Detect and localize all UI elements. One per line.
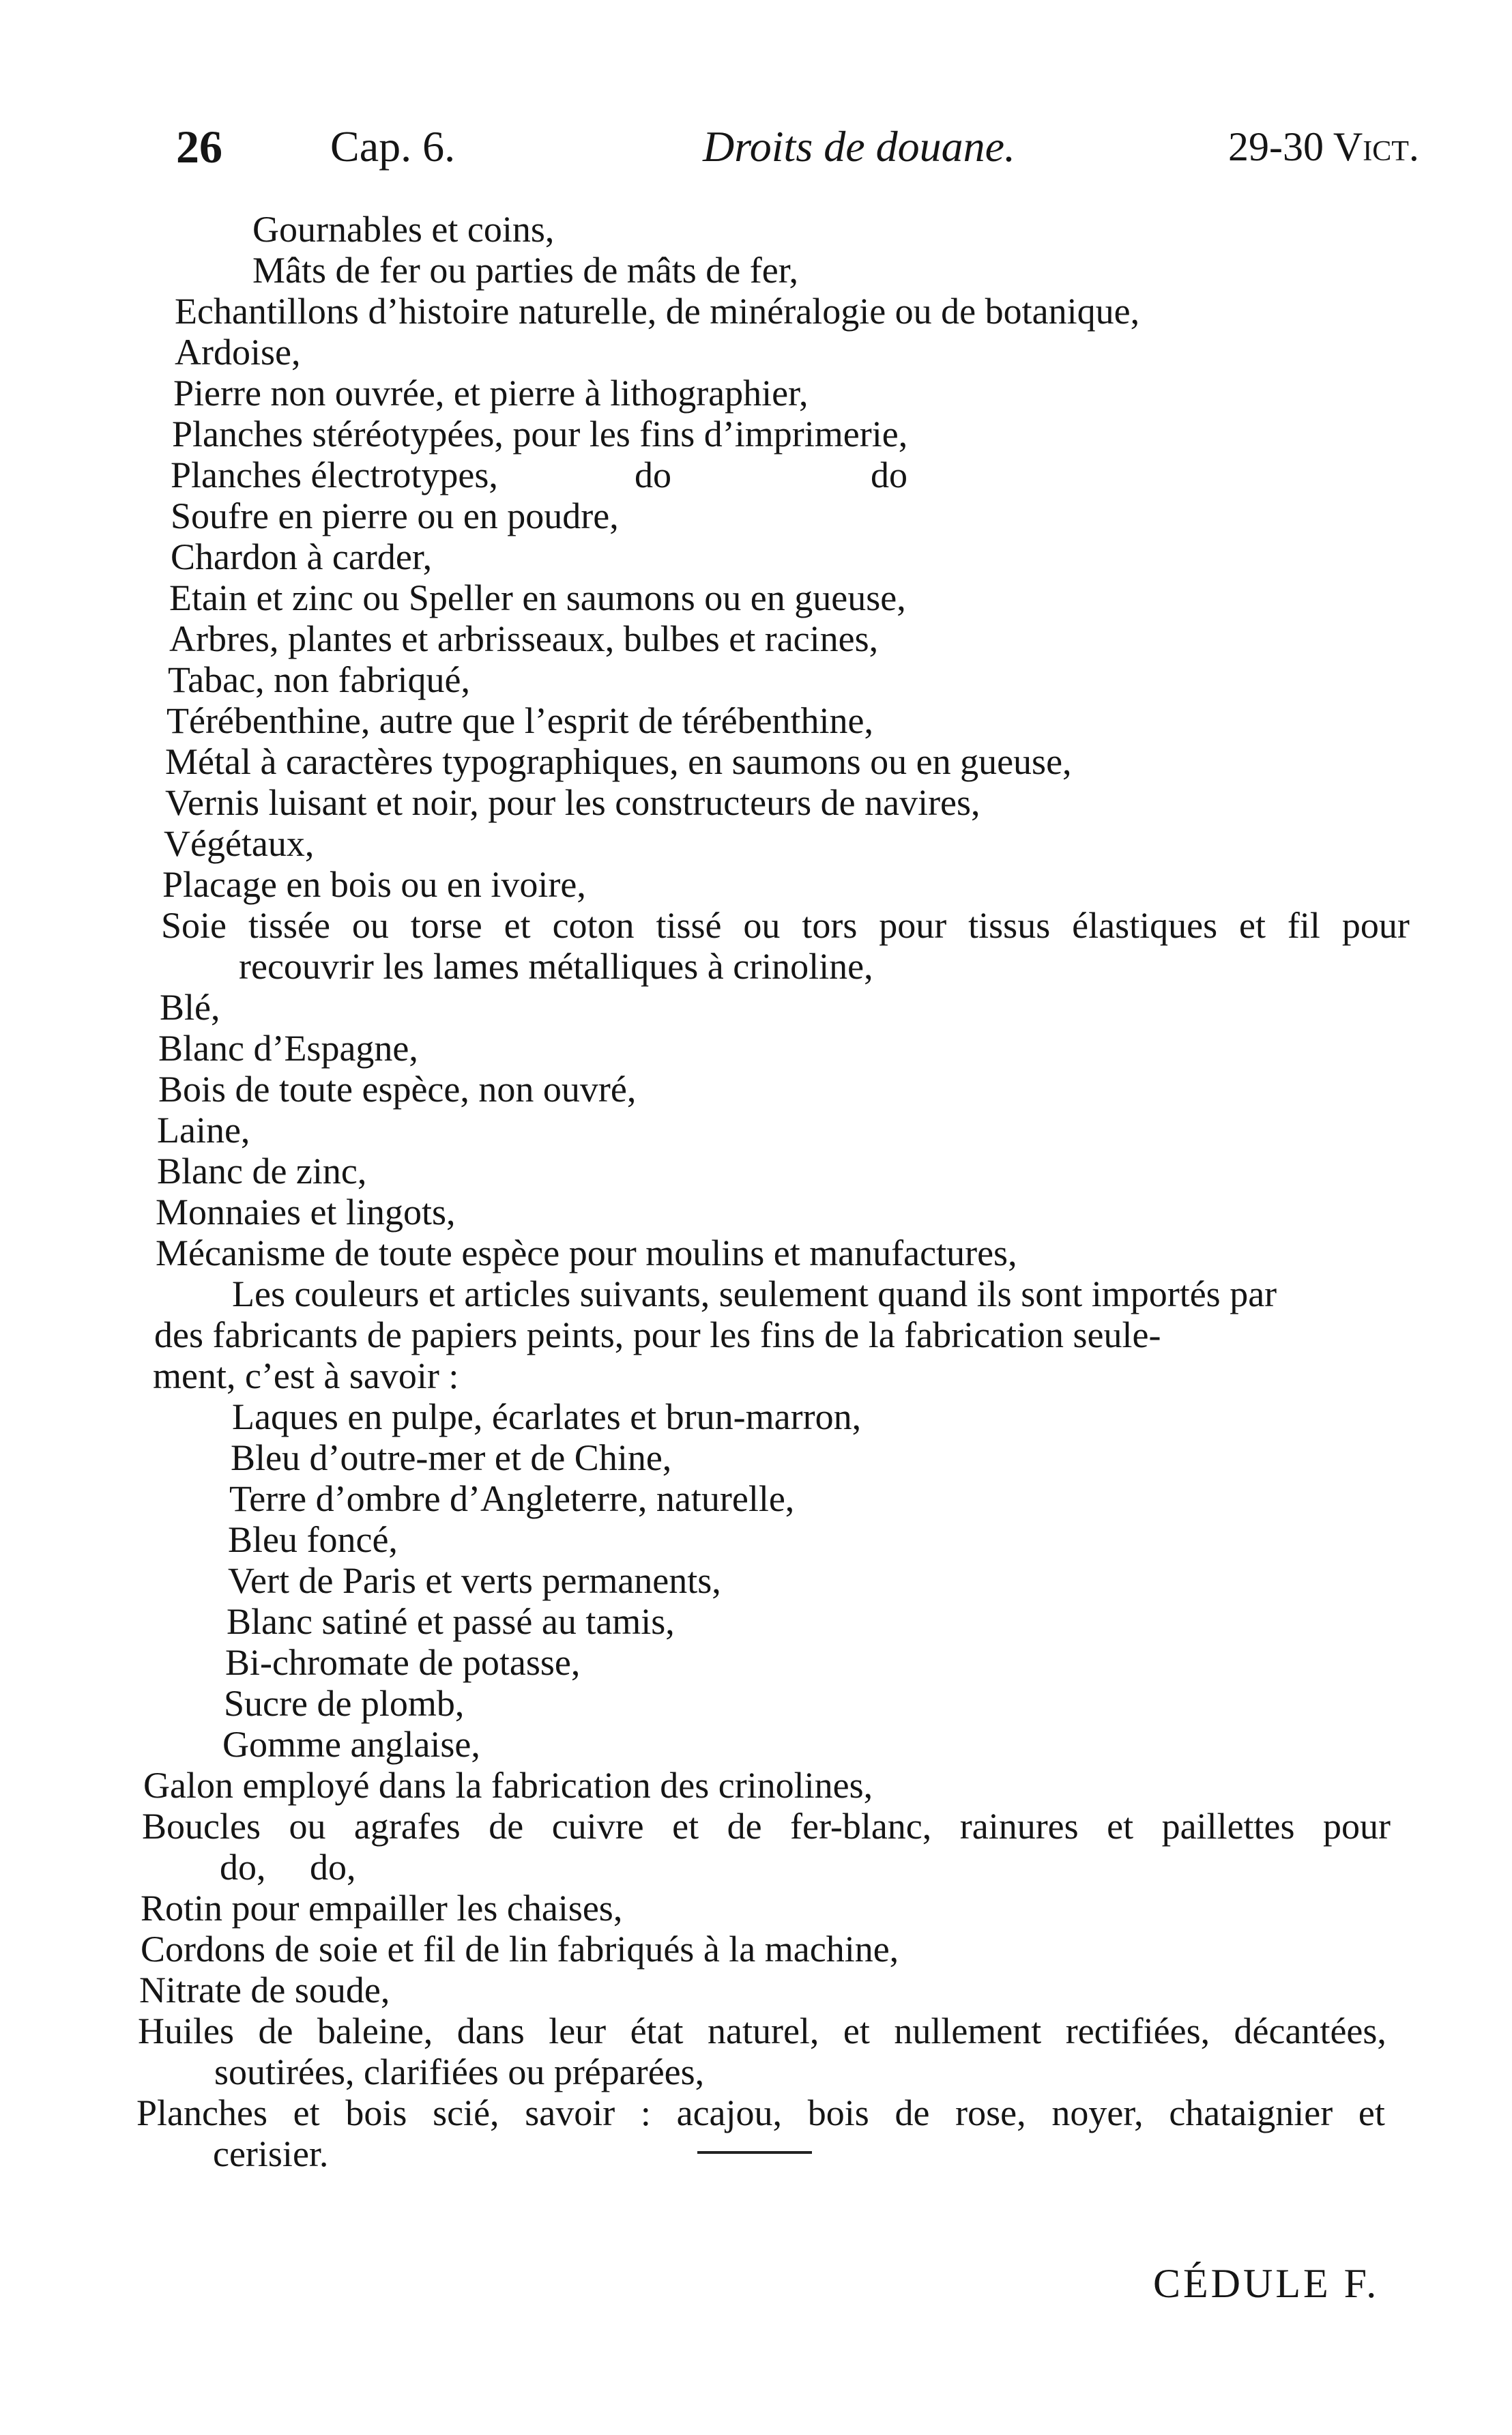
word: ou	[289, 1806, 326, 1847]
ditto-mark: do,	[220, 1847, 266, 1888]
regnal-years: 29-30 Vict.	[1228, 124, 1419, 169]
list-item-text: Monnaies et lingots,	[156, 1192, 456, 1233]
sub-list-item	[0, 1560, 1512, 1601]
list-item-text: recouvrir les lames métalliques à crinoline,	[239, 946, 873, 987]
sub-list-item-text: Vert de Paris et verts permanents,	[228, 1560, 721, 1601]
list-item	[0, 864, 1512, 905]
word: de	[258, 2011, 293, 2051]
list-item	[0, 373, 1512, 414]
sub-list-item	[0, 1437, 1512, 1478]
list-item-text: Chardon à carder,	[171, 536, 433, 577]
list-item	[0, 782, 1512, 823]
list-item-text: Mâts de fer ou parties de mâts de fer,	[252, 250, 799, 291]
word: savoir	[525, 2092, 615, 2133]
word: et	[672, 1806, 699, 1847]
sub-list-item	[0, 1724, 1512, 1765]
list-item	[0, 2011, 1512, 2051]
list-item	[0, 659, 1512, 700]
list-item-text: Térébenthine, autre que l’esprit de térébenthine,	[166, 700, 874, 741]
word: de	[727, 1806, 762, 1847]
list-item-text	[138, 2011, 1386, 2051]
list-item-text: Blanc de zinc,	[157, 1151, 367, 1192]
sub-list-item-text: Gomme anglaise,	[222, 1724, 480, 1765]
list-item-text: Végétaux,	[164, 823, 315, 864]
sub-list-item	[0, 1396, 1512, 1437]
running-title: Droits de douane.	[703, 122, 1016, 171]
word: et	[293, 2092, 320, 2133]
word: rectifiées,	[1065, 2011, 1210, 2051]
list-item-text: cerisier.	[213, 2133, 329, 2174]
word: paillettes	[1161, 1806, 1295, 1847]
word: élastiques	[1072, 905, 1218, 946]
list-item-text: Laine,	[157, 1110, 250, 1151]
word: baleine,	[317, 2011, 433, 2051]
list-item	[0, 2092, 1512, 2133]
sub-list-item	[0, 1519, 1512, 1560]
paragraph-line	[0, 1355, 1512, 1396]
sub-list-item-text: Blanc satiné et passé au tamis,	[227, 1601, 675, 1642]
chapter-reference: Cap. 6.	[330, 122, 456, 171]
word: de	[895, 2092, 930, 2133]
list-item-continuation	[0, 1847, 1512, 1888]
list-item	[0, 1806, 1512, 1847]
word: de	[489, 1806, 524, 1847]
word: fil	[1287, 905, 1320, 946]
sub-list-item	[0, 1601, 1512, 1642]
word: état	[630, 2011, 684, 2051]
word: naturel,	[708, 2011, 819, 2051]
word: scié,	[433, 2092, 499, 2133]
list-item	[0, 1970, 1512, 2011]
paragraph-line	[0, 1273, 1512, 1314]
list-item	[0, 823, 1512, 864]
list-item	[0, 1192, 1512, 1233]
list-item-text: Planches stéréotypées, pour les fins d’imprimerie,	[172, 414, 908, 455]
list-item	[0, 495, 1512, 536]
list-item	[0, 1069, 1512, 1110]
word: ou	[351, 905, 389, 946]
justified-line	[138, 2011, 1386, 2051]
list-item-text: Mécanisme de toute espèce pour moulins et manufactures,	[156, 1233, 1017, 1273]
list-item-text	[142, 1806, 1391, 1847]
word: tissée	[248, 905, 330, 946]
list-item	[0, 250, 1512, 291]
list-item	[0, 1151, 1512, 1192]
word: rose,	[955, 2092, 1026, 2133]
paragraph-text: ment, c’est à savoir :	[153, 1355, 459, 1396]
word: cuivre	[551, 1806, 644, 1847]
word: noyer,	[1051, 2092, 1144, 2133]
paragraph-text: Les couleurs et articles suivants, seulement quand ils sont importés par	[232, 1273, 1277, 1314]
ditto-mark: do	[871, 455, 907, 495]
list-item-text: Vernis luisant et noir, pour les constructeurs de navires,	[165, 782, 980, 823]
schedule-heading: CÉDULE F.	[1153, 2261, 1380, 2306]
list-item-text: Ardoise,	[175, 332, 301, 373]
word: et	[1239, 905, 1266, 946]
list-item-continuation	[0, 2051, 1512, 2092]
list-item-text: Blé,	[160, 987, 220, 1028]
list-item	[0, 1765, 1512, 1806]
list-item	[0, 1929, 1512, 1970]
list-item-text: Galon employé dans la fabrication des crinolines,	[143, 1765, 873, 1806]
sub-list-item-text: Laques en pulpe, écarlates et brun-marron,	[232, 1396, 862, 1437]
list-item-text: Soufre en pierre ou en poudre,	[171, 495, 619, 536]
word: agrafes	[353, 1806, 461, 1847]
list-item-text: Nitrate de soude,	[139, 1970, 390, 2011]
word: pour	[1323, 1806, 1391, 1847]
list-item-text: Etain et zinc ou Speller en saumons ou en gueuse,	[169, 577, 906, 618]
word: et	[1107, 1806, 1134, 1847]
word: coton	[552, 905, 635, 946]
word: pour	[1341, 905, 1410, 946]
list-item	[0, 577, 1512, 618]
list-item-text: Métal à caractères typographiques, en saumons ou en gueuse,	[165, 741, 1072, 782]
list-item	[0, 414, 1512, 455]
list-item-text: Gournables et coins,	[252, 209, 555, 250]
word: dans	[456, 2011, 525, 2051]
word: nullement	[894, 2011, 1042, 2051]
word: bois	[345, 2092, 407, 2133]
free-goods-list	[0, 209, 1512, 2174]
sub-list-item-text: Bleu foncé,	[228, 1519, 398, 1560]
word: leur	[549, 2011, 607, 2051]
word: torse	[410, 905, 482, 946]
list-item-text: Cordons de soie et fil de lin fabriqués à la machine,	[141, 1929, 899, 1970]
sub-list-item-text: Bi-chromate de potasse,	[225, 1642, 581, 1683]
list-item	[0, 1110, 1512, 1151]
word: tissé	[656, 905, 722, 946]
list-item-text: Blanc d’Espagne,	[158, 1028, 418, 1069]
word: et	[1358, 2092, 1385, 2133]
sub-list-item	[0, 1478, 1512, 1519]
word: décantées,	[1234, 2011, 1386, 2051]
list-item-text: Rotin pour empailler les chaises,	[141, 1888, 623, 1929]
word: tors	[802, 905, 858, 946]
list-item-text: Placage en bois ou en ivoire,	[162, 864, 586, 905]
page-number: 26	[176, 121, 222, 173]
justified-line	[142, 1806, 1391, 1847]
list-item	[0, 455, 1512, 495]
word: pour	[879, 905, 947, 946]
paragraph-text: des fabricants de papiers peints, pour les fins de la fabrication seule-	[154, 1314, 1161, 1355]
word: fer-blanc,	[790, 1806, 932, 1847]
ditto-mark: do	[635, 455, 671, 495]
list-item	[0, 209, 1512, 250]
list-item-text: Planches électrotypes,	[171, 455, 498, 495]
word: Boucles	[142, 1806, 261, 1847]
word: ou	[743, 905, 781, 946]
word: tissus	[968, 905, 1051, 946]
word: chataignier	[1169, 2092, 1333, 2133]
word: Huiles	[138, 2011, 234, 2051]
list-item	[0, 332, 1512, 373]
section-divider	[697, 2151, 812, 2154]
paragraph-line	[0, 1314, 1512, 1355]
list-item	[0, 905, 1512, 946]
list-item	[0, 987, 1512, 1028]
list-item-text	[161, 905, 1410, 946]
word: acajou,	[676, 2092, 783, 2133]
word: bois	[807, 2092, 869, 2133]
ditto-mark: do,	[310, 1847, 356, 1888]
list-item	[0, 1028, 1512, 1069]
list-item	[0, 618, 1512, 659]
list-item-text	[136, 2092, 1385, 2133]
list-item-text: soutirées, clarifiées ou préparées,	[214, 2051, 705, 2092]
list-item-text: Pierre non ouvrée, et pierre à lithographier,	[173, 373, 809, 414]
list-item-text: Bois de toute espèce, non ouvré,	[158, 1069, 637, 1110]
list-item-continuation	[0, 946, 1512, 987]
list-item-text: Arbres, plantes et arbrisseaux, bulbes et racines,	[169, 618, 879, 659]
word: rainures	[959, 1806, 1079, 1847]
sub-list-item	[0, 1642, 1512, 1683]
justified-line	[136, 2092, 1385, 2133]
list-item-text: Echantillons d’histoire naturelle, de minéralogie ou de botanique,	[175, 291, 1140, 332]
list-item-text: Tabac, non fabriqué,	[168, 659, 471, 700]
sub-list-item-text: Terre d’ombre d’Angleterre, naturelle,	[229, 1478, 795, 1519]
list-item	[0, 741, 1512, 782]
list-item	[0, 291, 1512, 332]
running-header	[0, 116, 1512, 177]
list-item	[0, 1888, 1512, 1929]
sub-list-item	[0, 1683, 1512, 1724]
word: :	[640, 2092, 651, 2133]
list-item	[0, 700, 1512, 741]
word: Soie	[161, 905, 227, 946]
word: Planches	[136, 2092, 267, 2133]
sub-list-item-text: Sucre de plomb,	[224, 1683, 465, 1724]
word: et	[504, 905, 531, 946]
sub-list-item-text: Bleu d’outre-mer et de Chine,	[231, 1437, 672, 1478]
list-item-continuation	[0, 2133, 1512, 2174]
list-item	[0, 1233, 1512, 1273]
list-item	[0, 536, 1512, 577]
word: et	[843, 2011, 870, 2051]
justified-line	[161, 905, 1410, 946]
